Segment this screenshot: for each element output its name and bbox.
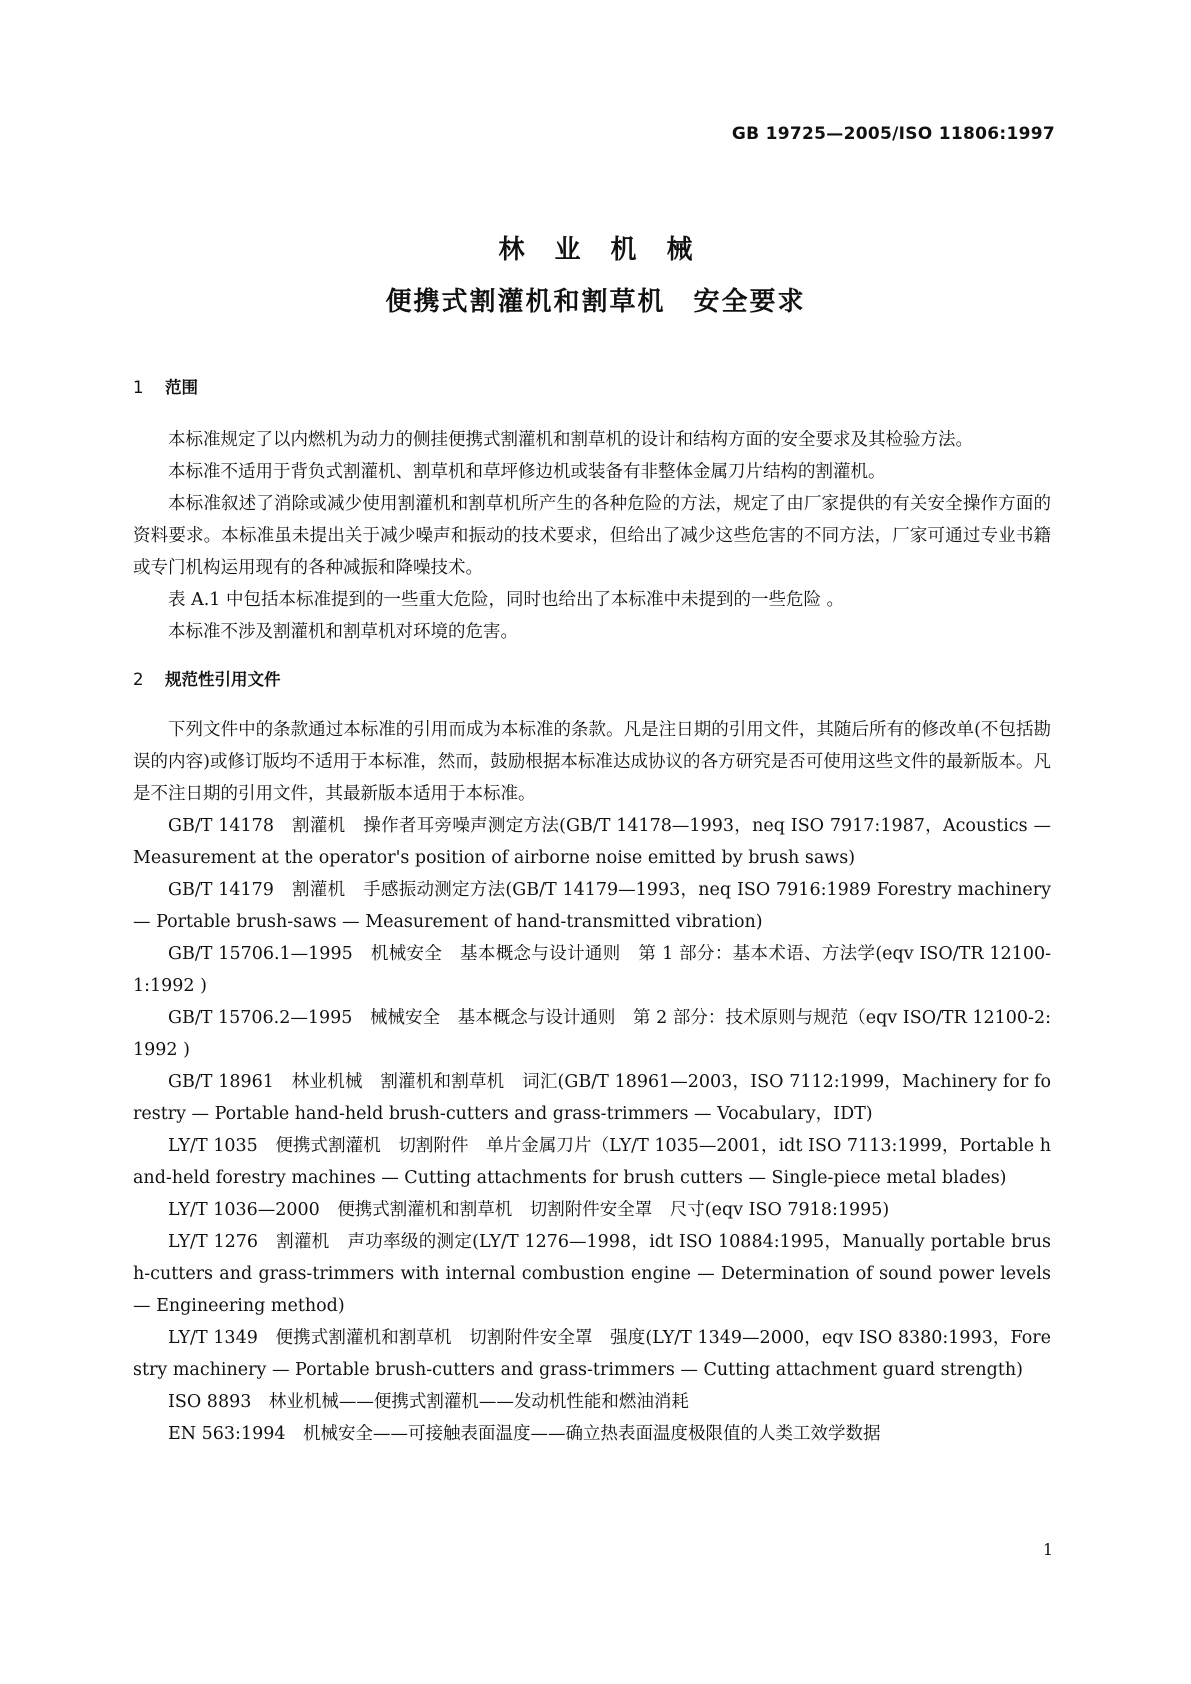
reference-entry: LY/T 1035 便携式割灌机 切割附件 单片金属刀片（LY/T 1035—2001，idt ISO 7113:1999，Portable hand-held forestry machines — Cutting attachments for brush cutters — Single-piece metal blades) xyxy=(133,1136,1051,1188)
section-2-body xyxy=(133,714,1051,1450)
paragraph: 本标准叙述了消除或减少使用割灌机和割草机所产生的各种危险的方法，规定了由厂家提供的有关安全操作方面的资料要求。本标准虽未提出关于减少噪声和振动的技术要求，但给出了减少这些危害的不同方法，厂家可通过专业书籍或专门机构运用现有的各种减振和降噪技术。 xyxy=(133,494,1051,578)
section-1-number: 1 xyxy=(133,378,144,397)
reference-entry: ISO 8893 林业机械——便携式割灌机——发动机性能和燃油消耗 xyxy=(168,1392,689,1412)
section-1-body xyxy=(133,424,1051,648)
title-line-2: 便携式割灌机和割草机 安全要求 xyxy=(385,287,806,317)
section-1-title: 范围 xyxy=(165,378,198,397)
standard-code: GB 19725—2005/ISO 11806:1997 xyxy=(731,124,1055,144)
reference-entry: LY/T 1276 割灌机 声功率级的测定(LY/T 1276—1998，idt ISO 10884:1995，Manually portable brush-cutters and grass-trimmers with internal combustion engine — Determination of sound power levels — Engineering method) xyxy=(133,1232,1051,1316)
title-line-1: 林业机械 xyxy=(498,235,723,265)
paragraph: 本标准不涉及割灌机和割草机对环境的危害。 xyxy=(168,622,518,642)
document-body xyxy=(133,376,1051,1450)
paragraph: 表 A.1 中包括本标准提到的一些重大危险，同时也给出了本标准中未提到的一些危险 。 xyxy=(168,590,845,610)
reference-entry: GB/T 15706.2—1995 械械安全 基本概念与设计通则 第 2 部分：技术原则与规范（eqv ISO/TR 12100-2:1992 ) xyxy=(133,1008,1051,1060)
reference-entry: LY/T 1036—2000 便携式割灌机和割草机 切割附件安全罩 尺寸(eqv ISO 7918:1995) xyxy=(168,1200,890,1220)
section-2-title: 规范性引用文件 xyxy=(165,670,281,689)
reference-entry: EN 563:1994 机械安全——可接触表面温度——确立热表面温度极限值的人类工效学数据 xyxy=(168,1424,881,1444)
page-number: 1 xyxy=(1042,1540,1053,1559)
reference-entry: GB/T 14178 割灌机 操作者耳旁噪声测定方法(GB/T 14178—1993，neq ISO 7917:1987，Acoustics — Measurement at the operator's position of airborne noise emitted by brush saws) xyxy=(133,816,1051,868)
section-2-number: 2 xyxy=(133,670,144,689)
reference-entry: LY/T 1349 便携式割灌机和割草机 切割附件安全罩 强度(LY/T 1349—2000，eqv ISO 8380:1993，Forestry machinery — Portable brush-cutters and grass-trimmers — Cutting attachment guard strength) xyxy=(133,1328,1051,1380)
paragraph: 本标准不适用于背负式割灌机、割草机和草坪修边机或装备有非整体金属刀片结构的割灌机。 xyxy=(168,462,886,482)
reference-entry: GB/T 14179 割灌机 手感振动测定方法(GB/T 14179—1993，neq ISO 7916:1989 Forestry machinery — Portable brush-saws — Measurement of hand-transmitted vibration) xyxy=(133,880,1051,932)
paragraph: 本标准规定了以内燃机为动力的侧挂便携式割灌机和割草机的设计和结构方面的安全要求及其检验方法。 xyxy=(168,430,973,450)
paragraph: 下列文件中的条款通过本标准的引用而成为本标准的条款。凡是注日期的引用文件，其随后所有的修改单(不包括勘误的内容)或修订版均不适用于本标准，然而，鼓励根据本标准达成协议的各方研究是否可使用这些文件的最新版本。凡是不注日期的引用文件，其最新版本适用于本标准。 xyxy=(133,720,1051,804)
reference-entry: GB/T 18961 林业机械 割灌机和割草机 词汇(GB/T 18961—2003，ISO 7112:1999，Machinery for forestry — Portable hand-held brush-cutters and grass-trimmers — Vocabulary，IDT) xyxy=(133,1072,1051,1124)
section-2-heading xyxy=(133,668,1051,692)
document-title xyxy=(0,230,1191,324)
reference-entry: GB/T 15706.1—1995 机械安全 基本概念与设计通则 第 1 部分：基本术语、方法学(eqv ISO/TR 12100-1:1992 ) xyxy=(133,944,1051,996)
section-1-heading xyxy=(133,376,1051,400)
